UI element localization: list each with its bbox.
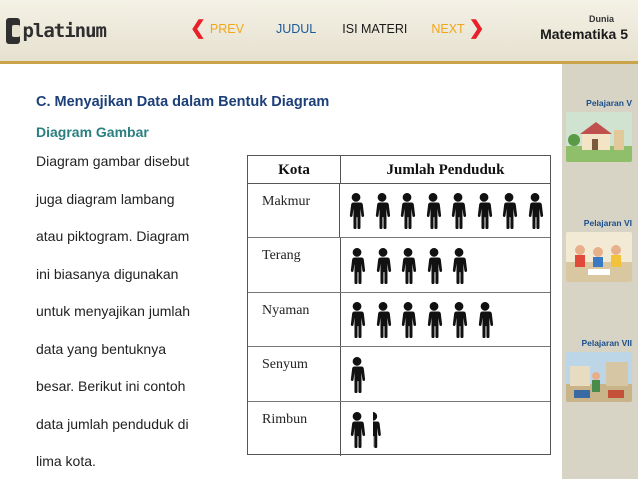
- person-icon: [346, 193, 367, 229]
- table-header: [248, 156, 550, 184]
- brand-title: Matematika 5: [540, 26, 628, 42]
- person-icon: [449, 302, 470, 338]
- house-thumbnail-icon[interactable]: [566, 112, 632, 162]
- half-person-icon: [373, 412, 384, 448]
- lesson-7-link[interactable]: [566, 338, 636, 407]
- person-icon: [475, 302, 496, 338]
- platinum-logo: [6, 16, 106, 46]
- body-line: besar. Berikut ini contoh: [36, 378, 186, 394]
- population-icons: [341, 238, 550, 291]
- person-shape: [528, 193, 542, 229]
- person-shape: [350, 193, 364, 229]
- person-icon: [424, 302, 445, 338]
- table-row: [248, 293, 550, 347]
- person-icon: [347, 412, 368, 448]
- person-shape: [427, 248, 441, 284]
- person-shape: [452, 193, 466, 229]
- body-line: lima kota.: [36, 453, 96, 469]
- person-icon: [347, 357, 368, 393]
- person-icon: [474, 193, 495, 229]
- person-icon: [373, 302, 394, 338]
- person-icon: [448, 193, 469, 229]
- column-header-jumlah: Jumlah Penduduk: [386, 162, 505, 178]
- column-header-kota: Kota: [248, 156, 341, 183]
- population-icons: [340, 184, 550, 237]
- logo-mark-icon: [6, 18, 20, 44]
- pictogram-table: [247, 155, 551, 455]
- person-icon: [397, 193, 418, 229]
- person-icon: [449, 248, 470, 284]
- person-shape: [453, 302, 467, 338]
- market-thumbnail-icon[interactable]: [566, 352, 632, 402]
- logo-text: platinum: [22, 20, 106, 42]
- book-brand: [540, 14, 628, 42]
- person-icon: [499, 193, 520, 229]
- person-shape: [477, 193, 491, 229]
- isi-materi-button[interactable]: ISI MATERI: [342, 22, 408, 36]
- prev-button[interactable]: PREV: [209, 22, 244, 36]
- population-icons: [341, 293, 550, 346]
- lesson-label[interactable]: Pelajaran V: [586, 98, 632, 108]
- person-icon: [424, 248, 445, 284]
- body-paragraph: [36, 148, 246, 479]
- subtitle: Diagram Gambar: [36, 124, 149, 140]
- table-body: [248, 184, 550, 456]
- person-shape: [402, 248, 416, 284]
- lesson-6-link[interactable]: [566, 218, 636, 287]
- table-row: [248, 238, 550, 292]
- lesson-5-link[interactable]: [566, 98, 636, 167]
- person-icon: [373, 248, 394, 284]
- person-shape: [478, 302, 492, 338]
- person-shape: [375, 193, 389, 229]
- person-shape: [376, 248, 390, 284]
- body-line: untuk menyajikan jumlah: [36, 303, 191, 319]
- city-name: Nyaman: [248, 293, 341, 346]
- body-line: data yang bentuknya: [36, 340, 166, 357]
- person-shape: [351, 302, 365, 338]
- person-shape: [376, 302, 390, 338]
- top-nav: [190, 18, 485, 39]
- population-icons: [341, 402, 550, 456]
- body-line: data jumlah penduduk di: [36, 415, 189, 432]
- person-shape: [402, 302, 416, 338]
- population-icons: [341, 347, 550, 400]
- person-icon: [398, 302, 419, 338]
- lesson-label[interactable]: Pelajaran VII: [581, 338, 632, 348]
- person-icon: [423, 193, 444, 229]
- person-icon: [347, 302, 368, 338]
- lesson-label[interactable]: Pelajaran VI: [583, 218, 632, 228]
- person-shape: [426, 193, 440, 229]
- person-icon: [525, 193, 546, 229]
- chevron-left-icon[interactable]: ❮: [190, 18, 206, 39]
- person-shape: [503, 193, 517, 229]
- table-row: [248, 402, 550, 456]
- body-line: juga diagram lambang: [36, 190, 175, 207]
- person-shape: [427, 302, 441, 338]
- header-bar: [0, 0, 638, 64]
- person-shape: [453, 248, 467, 284]
- judul-button[interactable]: JUDUL: [275, 22, 317, 36]
- person-shape: [351, 248, 365, 284]
- person-icon: [347, 248, 368, 284]
- person-shape: [351, 412, 365, 448]
- person-shape: [373, 412, 381, 448]
- lesson-sidebar: [562, 64, 638, 479]
- city-name: Rimbun: [248, 402, 341, 456]
- person-icon: [372, 193, 393, 229]
- person-icon: [398, 248, 419, 284]
- person-shape: [351, 357, 365, 393]
- table-row: [248, 347, 550, 401]
- city-name: Senyum: [248, 347, 341, 400]
- children-thumbnail-icon[interactable]: [566, 232, 632, 282]
- next-button[interactable]: NEXT: [431, 22, 465, 36]
- section-title: C. Menyajikan Data dalam Bentuk Diagram: [36, 94, 330, 110]
- body-line: atau piktogram. Diagram: [36, 228, 190, 244]
- table-row: [248, 184, 550, 238]
- city-name: Terang: [248, 238, 341, 291]
- body-line: Diagram gambar disebut: [36, 153, 190, 169]
- chevron-right-icon[interactable]: ❯: [468, 18, 485, 39]
- brand-small-text: Dunia: [588, 14, 614, 24]
- person-shape: [401, 193, 415, 229]
- city-name: Makmur: [248, 184, 340, 237]
- body-line: ini biasanya digunakan: [36, 265, 179, 282]
